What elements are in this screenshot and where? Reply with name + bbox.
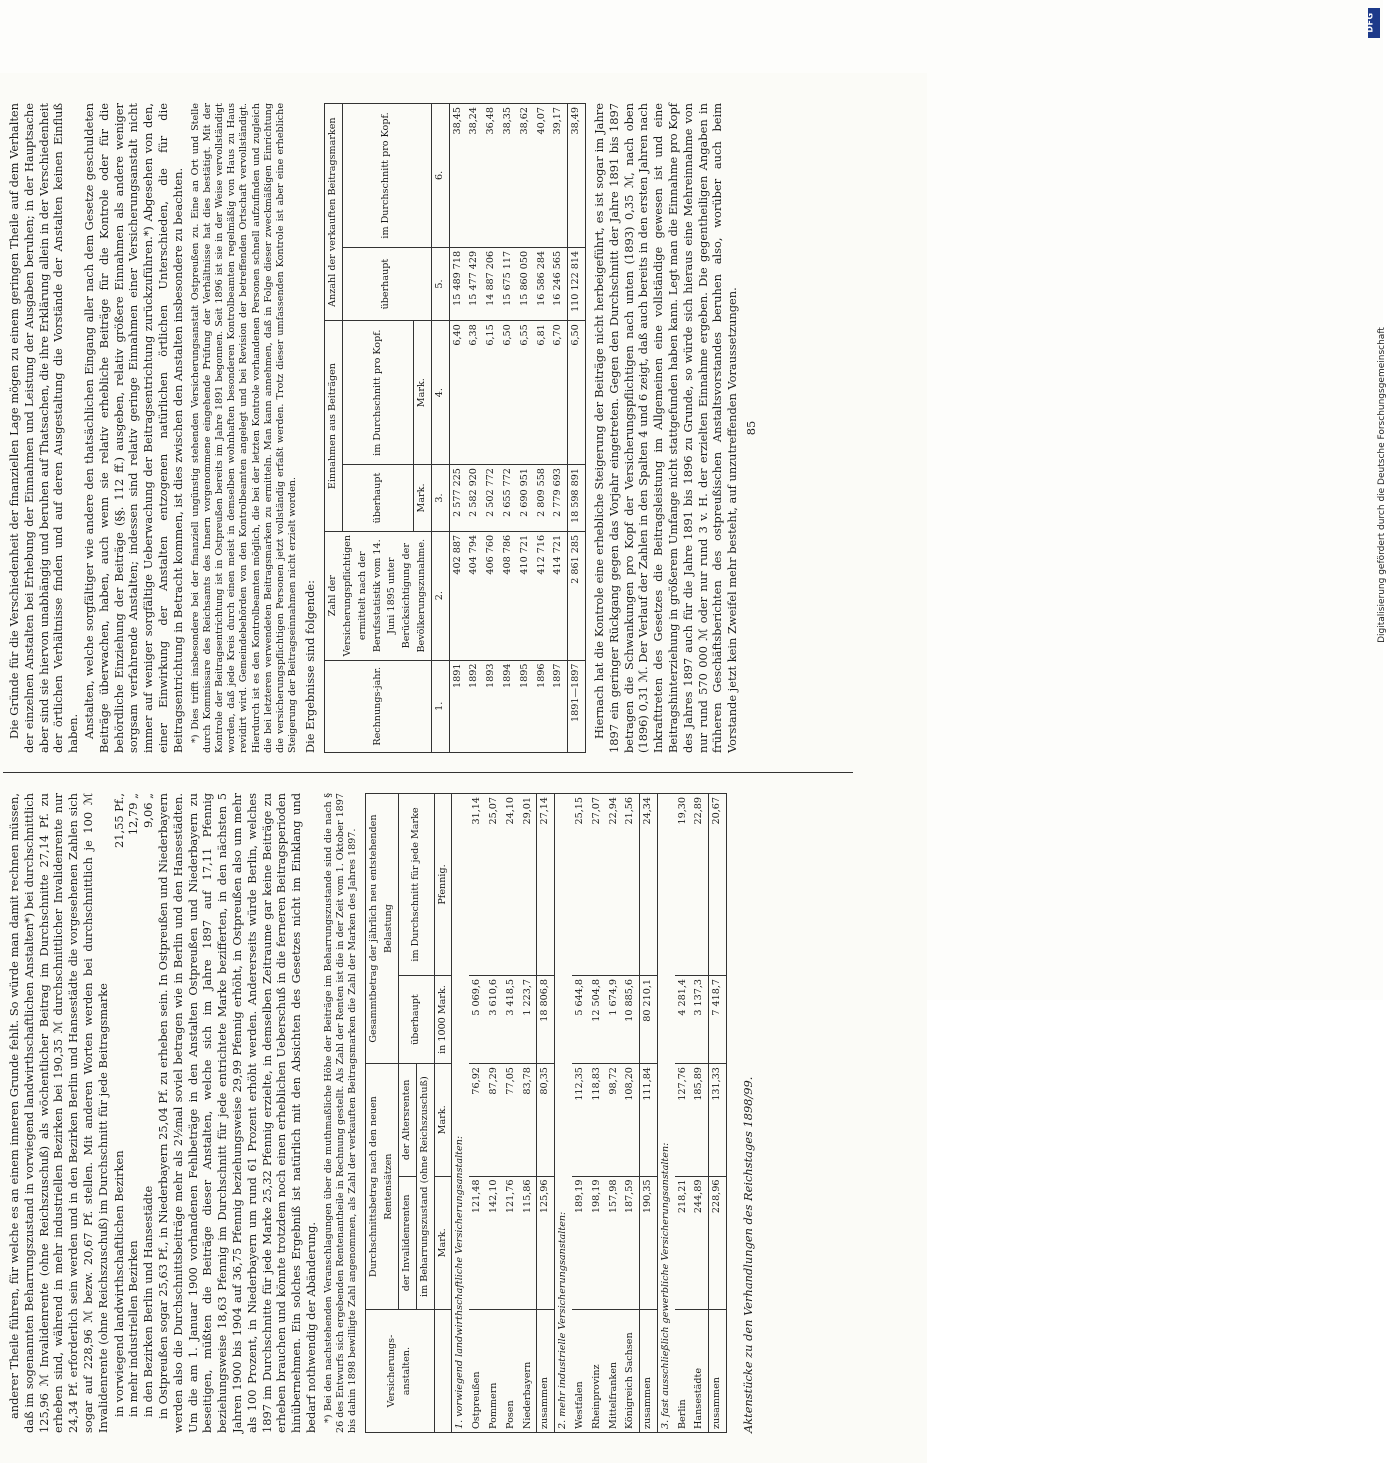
th-institutions: Versicherungs-anstalten. (366, 1310, 434, 1433)
rate-line: in den Bezirken Berlin und Hansestädte 9,06 „ (141, 793, 156, 1417)
table-row: 1896 412 716 2 809 558 6,81 16 586 284 40,07 (534, 104, 551, 753)
left-footnote: *) Bei den nachstehenden Veranschlagungen über die muthmaßliche Höhe der Beiträge im Beharrungszustande sind die nach § 26 des Entwurfs sich ergebenden Rentenantheile in Rechnung gestellt. Als Zahl der Renten ist die in der Zeit vom 1. Oktober 1897 bis dahin 1898 bewilligte Zahl angenommen, als Zahl der verkauften Beitragsmarken die Zahl der Marken des Jahres 1897. (322, 793, 359, 1433)
footer-source: Aktenstücke zu den Verhandlungen des Reichstages 1898/99. (741, 1076, 756, 1433)
table-row: 1892 404 794 2 582 920 6,38 15 477 429 38,24 (466, 104, 483, 753)
table-total-row: zusammen 125,96 80,35 18 806,8 27,14 (537, 794, 555, 1433)
column-divider (3, 772, 853, 773)
th-income: Einnahmen aus Beiträgen (325, 321, 343, 532)
table-row: 1895 410 721 2 690 951 6,55 15 860 050 38,62 (517, 104, 534, 753)
left-paragraph-2: in Ostpreußen sogar 25,63 Pf., in Niederbayern 25,04 Pf. zu erheben sein. In Ostpreußen und Niederbayern werden also die Durchschnittsbeiträge mehr als 2½mal soviel betragen wie in Berlin und den Hansestädten. Um die am 1. Januar 1900 vorhandenen Fehlbeträge in den Anstalten Ostpreußen und Niederbayern zu beseitigen, müßten die Beiträge dieser Anstalten, welche sich im Jahre 1897 auf 17,11 Pfennig beziehungsweise 18,63 Pfennig im Durchschnitt für jede entrichtete Marke bezifferten, in den nächsten 5 Jahren 1900 bis 1904 auf 36,75 Pfennig beziehungsweise 29,99 Pfennig erhöht, in Ostpreußen also um mehr als 100 Prozent, in Niederbayern um rund 61 Prozent erhöht werden. Andererseits würde Berlin, welches 1897 im Durchschnitte für jede Marke 25,32 Pfennig erzielte, in demselben Zeitraume gar keine Beiträge zu erheben brauchen und könnte trotzdem noch einen erheblichen Ueberschuß in die ferneren Beitragsperioden hinübernehmen. Ein solches Ergebniß ist natürlich mit den Absichten des Gesetzes nicht im Einklang und bedarf nothwendig der Abänderung. (155, 793, 318, 1433)
right-column (7, 103, 759, 753)
th-average-group: Durchschnittsbetrag nach den neuen Rentensätzen (366, 1064, 399, 1310)
th-insured-count: Zahl der Versicherungspflichtigen ermittelt nach der Berufsstatistik vom 14. Juni 1895 unter Berücksichtigung der Bevölkerungszunahme. (325, 531, 432, 660)
right-table: Rechnungs-jahr. Zahl der Versicherungspflichtigen ermittelt nach der Berufsstatistik vom 14. Juni 1895 unter Berücksichtigung der Bevölkerungszunahme. Einnahmen aus Beiträgen Anzahl der verkauften Beitragsmarken überhaupt im Durchschnitt pro Kopf. überhaupt im Durchschnitt pro Kopf. Mark. Mark. 1. 2. 3. 4. 5. 6. 1891 402 887 2 577 225 6,40 15 489 718 38,45 1892 404 794 2 582 920 6,38 15 477 429 38,24 1893 406 760 2 502 772 6,15 14 887 206 36,48 1894 408 786 2 655 772 6,50 15 675 117 38,35 1895 410 721 2 690 951 6,55 15 860 050 38,62 1896 412 716 2 809 558 6,81 16 586 284 40,07 1897 414 721 2 779 693 6,70 16 246 565 39,17 1891—1897 2 861 285 18 598 891 6,50 110 122 814 38,49 (324, 103, 586, 753)
table-row: Westfalen 189,19 112,35 5 644,8 25,15 (572, 794, 589, 1433)
table-section-heading: 3. fast ausschließlich gewerbliche Versicherungsanstalten: (657, 794, 674, 1433)
th-marks-sold: Anzahl der verkauften Beitragsmarken (325, 104, 343, 321)
th-invalid: der Invalidenrenten (398, 1176, 416, 1310)
signature-mark: 85 (743, 420, 758, 436)
dfg-logo: DFG (1368, 8, 1380, 38)
right-footnote: *) Dies trifft insbesondere bei der finanziell ungünstig stehenden Versicherungsanstalt Ostpreußen zu. Eine an Ort und Stelle durch Kommissare des Reichsamts des Innern vorgenommene eingehende Prüfung der Verhältnisse hat dies bestätigt. Mit der Kontrole der Beitragsentrichtung ist in Ostpreußen bereits im Jahre 1891 begonnen. Seit 1896 ist sie in der Weise vervollständigt worden, daß jede Kreis durch einen meist in demselben wohnhaften besonderen Kontrolbeamten regelmäßig von Haus zu Haus revidirt wird. Gemeindebehörden von den Kontrolbeamten angelegt und bei Revision der betreffenden Ortschaft vervollständigt. Hierdurch ist es den Kontrolbeamten möglich, die bei der letzten Kontrole vorhandenen Personen schnell aufzufinden und zugleich die bei letzteren verwendeten Beitragsmarken zu ermitteln. Man kann annehmen, daß in Folge dieser zweckmäßigen Einrichtung die versicherungspflichtigen Personen jetzt vollständig erfaßt werden. Trotz dieser umfassenden Kontrole ist aber eine erhebliche Steigerung der Beitragseinnahmen nicht erzielt worden. (189, 103, 299, 753)
table-row: 1893 406 760 2 502 772 6,15 14 887 206 36,48 (483, 104, 500, 753)
right-paragraph-3: Hiernach hat die Kontrole eine erhebliche Steigerung der Beiträge nicht herbeigeführt, es ist sogar im Jahre 1897 ein geringer Rückgang gegen das Vorjahr eingetreten. Gegen den Durchschnitt der Jahre 1891 bis 1897 betragen die Schwankungen pro Kopf der Versicherungspflichtigen nach unten (1893) 0,35 ℳ, nach oben (1896) 0,31 ℳ. Der Verlauf der Zahlen in den Spalten 4 und 6 zeigt, daß auch bereits in den ersten Jahren nach Inkrafttreten des Gesetzes die Beitragsleistung im Allgemeinen eine vollständige gewesen ist und eine Beitragshinterziehung in größerem Umfange nicht stattgefunden haben kann. Legt man die Einnahme pro Kopf des Jahres 1897 auch für die Jahre 1891 bis 1896 zu Grunde, so würde sich hieraus eine Mehreinnahme von nur rund 570 000 ℳ oder nur rund 3 v. H. der erzielten Einnahme ergeben. Die gegentheiligen Angaben in früheren Geschäftsberichten des ostpreußischen Anstaltsvorstandes beruhen also, worüber auch beim Vorstande jetzt kein Zweifel mehr besteht, auf unzutreffenden Voraussetzungen. (591, 103, 740, 753)
table-row: 1891 402 887 2 577 225 6,40 15 489 718 38,45 (449, 104, 466, 753)
rate-line: in vorwiegend landwirthschaftlichen Bezirken 21,55 Pf., (111, 793, 126, 1417)
right-paragraph-1: Die Gründe für die Verschiedenheit der finanziellen Lage mögen zu einem geringen Theile auf dem Verhalten der einzelnen Anstalten bei Erhebung der Einnahmen und Leistung der Ausgaben beruhen; in der Hauptsache aber sind sie hiervon unabhängig und beruhen auf Thatsachen, die ihre Erklärung allein in der Verschiedenheit der örtlichen Verhältnisse finden und auf deren Ausgestaltung die Vorstände der Anstalten keinen Einfluß haben. (7, 103, 81, 753)
th-total-group: Gesammtbetrag der jährlich neu entstehenden Belastung (366, 794, 399, 1064)
table-row: Rheinprovinz 198,19 118,83 12 504,8 27,07 (589, 794, 606, 1433)
left-table: Versicherungs-anstalten. Durchschnittsbetrag nach den neuen Rentensätzen Gesammtbetrag der jährlich neu entstehenden Belastung der Invalidenrenten der Altersrenten überhaupt im Durchschnitt für jede Marke im Beharrungszustand (ohne Reichszuschuß) Mark. Mark. in 1000 Mark. Pfennig. 1. vorwiegend landwirthschaftliche Versicherungsanstalten: Ostpreußen 121,48 76,92 5 069,6 31,14 Pommern 142,10 87,29 3 610,6 25,07 Posen 121,76 77,05 3 418,5 24,10 Niederbayern 115,86 83,78 1 223,7 29,01 zusammen 125,96 80,35 18 806,8 27,14 2. mehr industrielle Versicherungsanstalten: Westfalen 189,19 112,35 5 644,8 25,15 Rheinprovinz 198,19 118,83 12 504,8 27,07 Mittelfranken 157,98 98,72 1 674,9 22,94 Königreich Sachsen 187,59 108,20 10 885,6 21,56 zusammen 190,35 111,84 80 210,1 24,34 3. fast ausschließlich gewerbliche Versicherungsanstalten: Berlin 218,21 127,76 4 281,4 19,30 Hansestädte 244,89 185,89 3 137,3 22,89 zusammen 228,96 131,33 7 418,7 20,67 (365, 793, 727, 1433)
rotated-document-page (0, 73, 927, 1463)
table-row: 1897 414 721 2 779 693 6,70 16 246 565 39,17 (550, 104, 567, 753)
table-row: 1894 408 786 2 655 772 6,50 15 675 117 38,35 (500, 104, 517, 753)
table-section-heading: 1. vorwiegend landwirthschaftliche Versicherungsanstalten: (452, 794, 469, 1433)
th-year: Rechnungs-jahr. (325, 660, 432, 752)
table-total-row: 1891—1897 2 861 285 18 598 891 6,50 110 122 814 38,49 (568, 104, 586, 753)
digitization-credit: Digitalisierung gefördert durch die Deutsche Forschungsgemeinschaft (1377, 327, 1387, 643)
th-overall: überhaupt (398, 975, 434, 1063)
th-old-age: der Altersrenten (398, 1064, 416, 1176)
right-paragraph-2: Anstalten, welche sorgfältiger wie andere den thatsächlichen Eingang aller nach dem Gesetze geschuldeten Beiträge überwachen, haben, auch wenn sie relativ erhebliche Beiträge für die Kontrole oder für die behördliche Einziehung der Beiträge (§§. 112 ff.) ausgeben, relativ größere Einnahmen als andere weniger sorgsam verfahrende Anstalten; indessen sind relativ geringe Einnahmen einer Versicherungsanstalt nicht immer auf weniger sorgfältige Ueberwachung der Beitragsentrichtung zurückzuführen.*) Abgesehen von den, einer Einwirkung der Anstalten entzogenen natürlichen örtlichen Unterschieden, die für die Beitragsentrichtung in Betracht kommen, ist dies zwischen den Anstalten insbesondere zu beachten. (81, 103, 185, 753)
table-row: Posen 121,76 77,05 3 418,5 24,10 (503, 794, 520, 1433)
table-row: Hansestädte 244,89 185,89 3 137,3 22,89 (691, 794, 708, 1433)
left-paragraph-1: anderer Theile führen, für welche es an einem inneren Grunde fehlt. So würde man damit rechnen müssen, daß im sogenannten Beharrungszustand in vorwiegend landwirthschaftlichen Anstalten*) bei durchschnittlich 125,96 ℳ Invalidenrente (ohne Reichszuschuß) als wöchentlicher Beitrag im Durchschnitte 27,14 Pf. zu erheben sind, während in mehr industriellen Bezirken bei 190,35 ℳ durchschnittlicher Invalidenrente nur 24,34 Pf. erforderlich sein werden und in den Bezirken Berlin und Hansestädte die vorgesehenen Zahlen sich sogar auf 228,96 ℳ bezw. 20,67 Pf. stellen. Mit anderen Worten werden bei durchschnittlich je 100 ℳ Invalidenrente (ohne Reichszuschuß) im Durchschnitt für jede Beitragsmarke (7, 793, 110, 1433)
table-row: Niederbayern 115,86 83,78 1 223,7 29,01 (520, 794, 537, 1433)
results-lead: Die Ergebnisse sind folgende: (303, 580, 318, 753)
table-row: Königreich Sachsen 187,59 108,20 10 885,6 21,56 (622, 794, 639, 1433)
table-row: Berlin 218,21 127,76 4 281,4 19,30 (675, 794, 692, 1433)
table-row: Ostpreußen 121,48 76,92 5 069,6 31,14 (469, 794, 486, 1433)
table-row: Mittelfranken 157,98 98,72 1 674,9 22,94 (606, 794, 623, 1433)
th-steady-state: im Beharrungszustand (ohne Reichszuschuß) (416, 1064, 434, 1310)
rate-line: in mehr industriellen Bezirken 12,79 „ (126, 793, 141, 1417)
table-total-row: zusammen 190,35 111,84 80 210,1 24,34 (640, 794, 658, 1433)
left-column (7, 793, 756, 1433)
table-row: Pommern 142,10 87,29 3 610,6 25,07 (486, 794, 503, 1433)
th-per-mark: im Durchschnitt für jede Marke (398, 794, 434, 976)
table-total-row: zusammen 228,96 131,33 7 418,7 20,67 (709, 794, 727, 1433)
table-section-heading: 2. mehr industrielle Versicherungsanstalten: (555, 794, 572, 1433)
